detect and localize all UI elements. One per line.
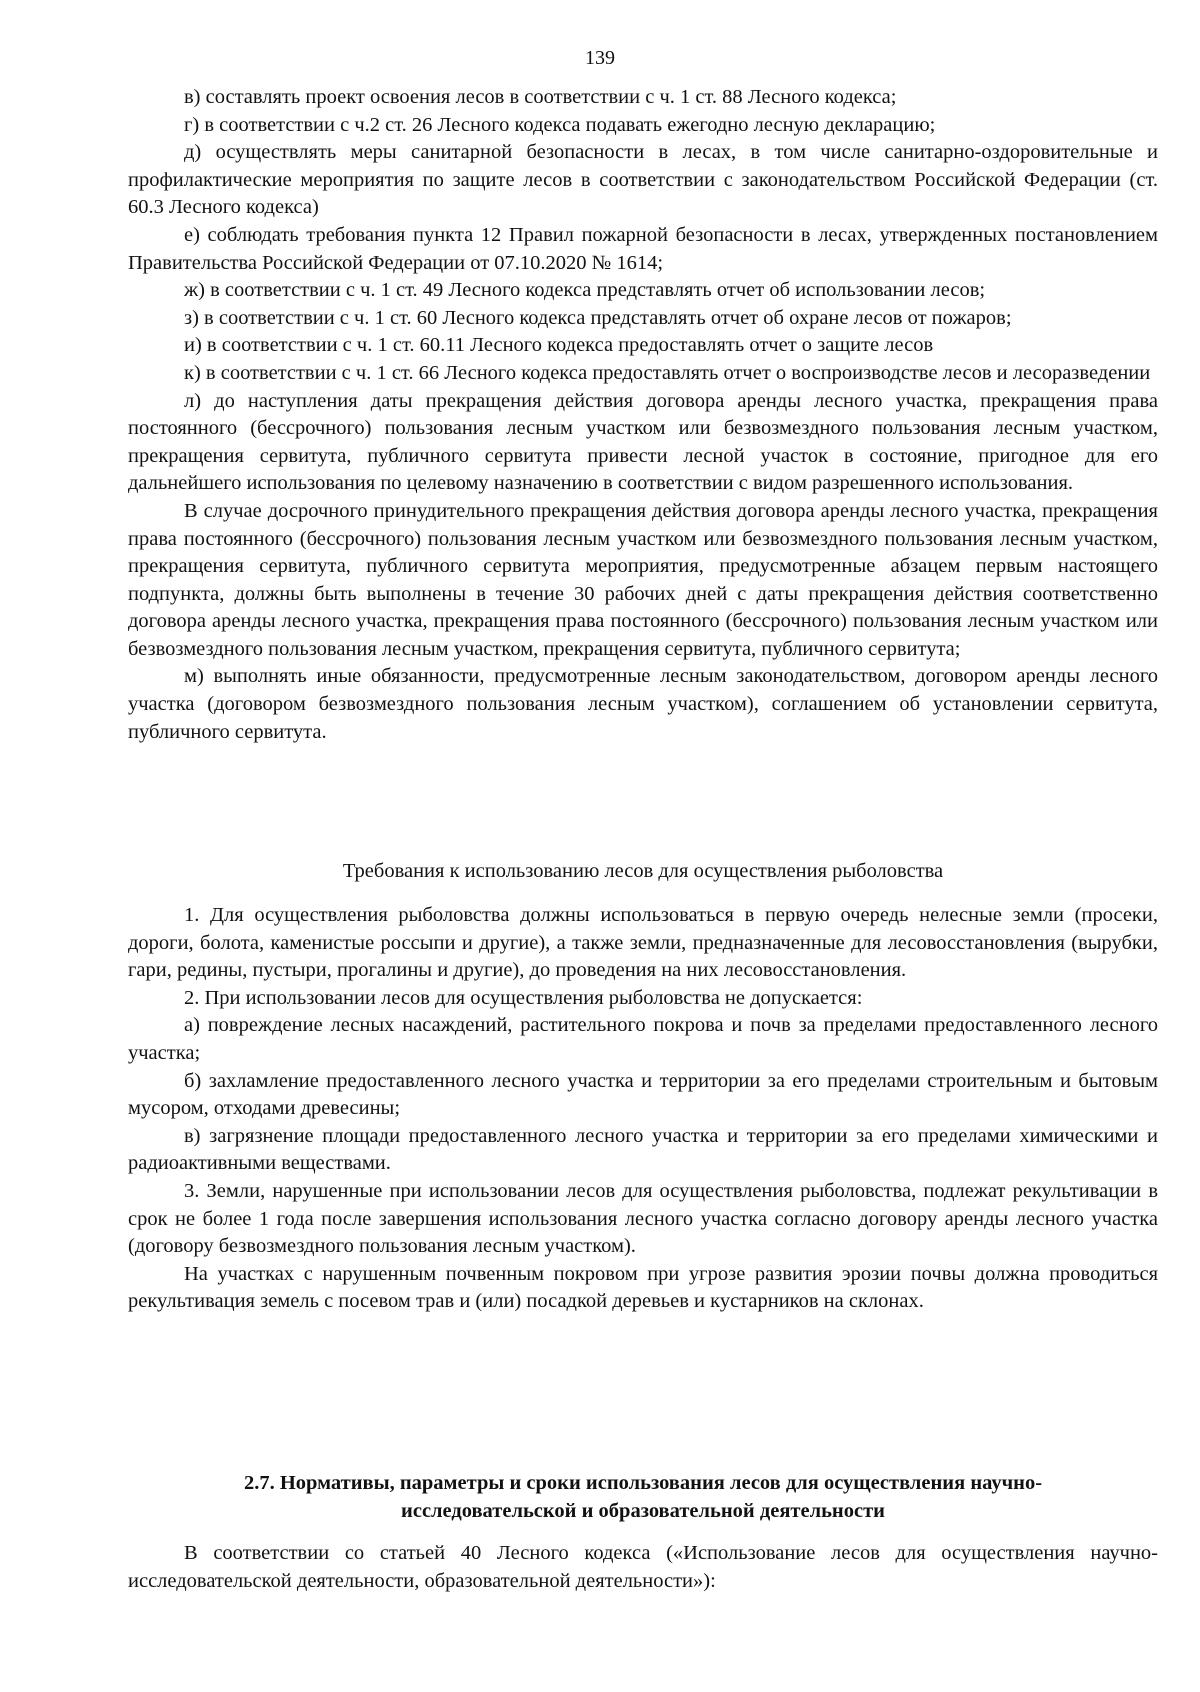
fishing-item-2a: а) повреждение лесных насаждений, растительного покрова и почв за пределами предоставленного лесного участка; <box>128 1014 1158 1064</box>
fishing-item-2: 2. При использовании лесов для осуществления рыболовства не допускается: <box>184 986 863 1009</box>
page-number: 139 <box>585 47 615 69</box>
paragraph-l: л) до наступления даты прекращения действия договора аренды лесного участка, прекращения права постоянного (бессрочного) пользования лесным участком или безвозмездного пользования лесным участком, прекращения сервитута, публичного сервитута привести лесной участок в состояние, пригодное для его дальнейшего использования по целевому назначению в соответствии с видом разрешенного использования. <box>128 389 1158 495</box>
paragraph-k: к) в соответствии с ч. 1 ст. 66 Лесного кодекса предоставлять отчет о воспроизводстве лесов и лесоразведении <box>184 361 1151 384</box>
paragraph-g: г) в соответствии с ч.2 ст. 26 Лесного кодекса подавать ежегодно лесную декларацию; <box>184 113 936 136</box>
paragraph-v: в) составлять проект освоения лесов в соответствии с ч. 1 ст. 88 Лесного кодекса; <box>184 86 897 108</box>
paragraph-zh: ж) в соответствии с ч. 1 ст. 49 Лесного кодекса представлять отчет об использовании лесов; <box>184 279 986 302</box>
paragraph-d: д) осуществлять меры санитарной безопасности в лесах, в том числе санитарно-оздоровительные и профилактические мероприятия по защите лесов в соответствии с законодательством Российской Федерации (ст. 60.3 Лесного кодекса) <box>128 141 1158 219</box>
section-2-7-heading <box>128 1470 1158 1525</box>
fishing-item-erosion: На участках с нарушенным почвенным покровом при угрозе развития эрозии почвы должна проводиться рекультивация земель с посевом трав и (или) посадкой деревьев и кустарников на склонах. <box>128 1262 1158 1313</box>
fishing-item-2v: в) загрязнение площади предоставленного лесного участка и территории за его пределами химическими и радиоактивными веществами. <box>128 1124 1158 1175</box>
article-40-paragraph: В соответствии со статьей 40 Лесного кодекса («Использование лесов для осуществления научно-исследовательской деятельности, образовательной деятельности»): <box>128 1542 1158 1592</box>
fishing-item-2b: б) захламление предоставленного лесного участка и территории за его пределами строительным и бытовым мусором, отходами древесины; <box>128 1069 1158 1120</box>
fishing-item-1: 1. Для осуществления рыболовства должны использоваться в первую очередь нелесные земли (просеки, дороги, болота, каменистые россыпи и другие), а также земли, предназначенные для лесовосстановления (вырубки, гари, редины, пустыри, прогалины и другие), до проведения на них лесовосстановления. <box>128 904 1158 982</box>
paragraph-early-termination: В случае досрочного принудительного прекращения действия договора аренды лесного участка, прекращения права постоянного (бессрочного) пользования лесным участком или безвозмездного пользования лесным участком, прекращения сервитута, публичного сервитута мероприятия, предусмотренные абзацем первым настоящего подпункта, должны быть выполнены в течение 30 рабочих дней с даты прекращения действия соответственно договора аренды лесного участка, прекращения права постоянного (бессрочного) пользования лесным участком или безвозмездного пользования лесным участком, прекращения сервитута, публичного сервитута; <box>128 499 1158 660</box>
fishing-item-3: 3. Земли, нарушенные при использовании лесов для осуществления рыболовства, подлежат рекультивации в срок не более 1 года после завершения использования лесного участка согласно договору аренды лесного участка (договору безвозмездного пользования лесным участком). <box>128 1179 1158 1258</box>
paragraph-z: з) в соответствии с ч. 1 ст. 60 Лесного кодекса представлять отчет об охране лесов от пожаров; <box>184 306 1012 329</box>
fishing-requirements-heading: Требования к использованию лесов для осуществления рыболовства <box>342 860 944 882</box>
paragraph-i: и) в соответствии с ч. 1 ст. 60.11 Лесного кодекса предоставлять отчет о защите лесов <box>184 334 934 357</box>
paragraph-e: е) соблюдать требования пункта 12 Правил пожарной безопасности в лесах, утвержденных постановлением Правительства Российской Федерации от 07.10.2020 № 1614; <box>128 223 1158 274</box>
section-heading-line-1: 2.7. Нормативы, параметры и сроки использования лесов для осуществления научно- <box>243 1472 1043 1494</box>
fishing-requirements-list <box>128 902 1158 1316</box>
paragraph-m: м) выполнять иные обязанности, предусмотренные лесным законодательством, договором аренды лесного участка (договором безвозмездного пользования лесным участком), соглашением об установлении сервитута, публичного сервитута. <box>128 665 1158 743</box>
section-2-7-body <box>128 1540 1158 1595</box>
section-heading-line-2: исследовательской и образовательной деятельности <box>401 1499 885 1522</box>
obligations-list <box>128 84 1158 746</box>
